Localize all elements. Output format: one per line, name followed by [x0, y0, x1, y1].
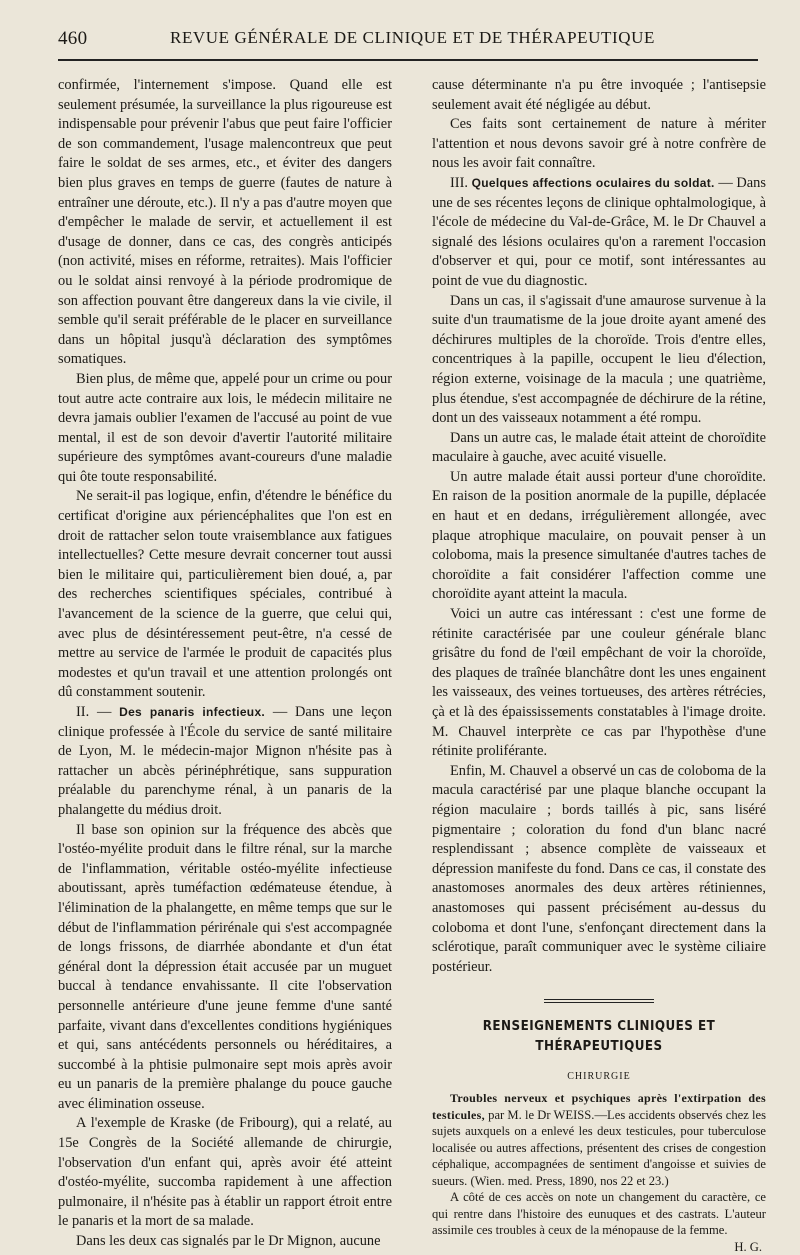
paragraph: cause déterminante n'a pu être invoquée ; l'antisepsie seulement avait été négligée au début. — [432, 77, 766, 113]
signature: H. G. — [734, 1239, 762, 1254]
section-divider — [544, 999, 654, 1003]
paragraph: Bien plus, de même que, appelé pour un crime ou pour tout autre acte contraire aux lois, le médecin militaire ne devra jamais oublier l'examen de l'accusé au point de vue mental, il est de son devoir d'avertir l'autorité militaire supérieure des symptômes avant-coureurs d'une maladie qui ôte toute responsabilité. — [58, 370, 392, 485]
section-paragraph — [432, 174, 766, 292]
right-column — [432, 76, 766, 1255]
paragraph: Voici un autre cas intéressant : c'est une forme de rétinite caractérisée par une couleur générale blanc grisâtre du fond de l'œil empêchant de voir la choroïde, des plaques de traînée blanchâtre dont les unes engainent les vaisseaux, des veines tortueuses, des artères rétrécies, çà et là des épaississements constatables à l'image droite. M. Chauvel interprète ce cas par l'hypothèse d'une rétinite proliférante. — [432, 606, 766, 760]
section-heading: Quelques affections oculaires du soldat. — [471, 175, 715, 190]
paragraph: Dans un autre cas, le malade était atteint de choroïdite maculaire à gauche, avec acuité visuelle. — [432, 429, 766, 466]
paragraph: Il base son opinion sur la fréquence des abcès que l'ostéo-myélite produit dans le filtre rénal, sur la marche de l'inflammation, véritable ostéo-myélite infectieuse aboutissant, après tuméfaction œdémateuse étendue, à l'élimination de la phalangette, en même temps que sur le début de l'inflammation périrénale qui s'est accompagnée de longs frissons, de diarrhée abondante et d'un état général dont la dépression était accusée par un muguet buccal à tendance envahissante. Il cite l'observation personnelle antérieure d'une jeune femme d'une santé parfaite, vivant dans d'excellentes conditions hygiéniques et qui, sans antécédents personnels ou héréditaires, a succombé à la phtisie pulmonaire sept mois après avoir eu un panaris de la première phalange du pouce gauche avec élimination osseuse. — [58, 821, 392, 1112]
paragraph: Dans les deux cas signalés par le Dr Mignon, aucune — [76, 1233, 381, 1250]
paragraph: Ne serait-il pas logique, enfin, d'étendre le bénéfice du certificat d'origine aux périencéphalites que l'on est en droit de rattacher selon toute vraisemblance aux fatigues intellectuelles? Cette mesure devrait concerner tout aussi bien le militaire qui, particulièrement bien doué, a, par des recherches scientifiques spéciales, contribué à l'avancement de la science de la guerre, que celui qui, avec plus de désintéressement peut-être, n'a cessé de mettre au service de l'armée le produit de capacités plus modestes et qu'un travail et une attention prolongés ont dû constamment soutenir. — [58, 488, 392, 701]
section-heading: Des panaris infectieux. — [119, 705, 266, 719]
subsection-title: CHIRURGIE — [567, 1070, 631, 1082]
paragraph: Ces faits sont certainement de nature à mériter l'attention et nous devons savoir gré à notre confrère de nous les avoir fait connaître. — [432, 116, 766, 172]
paragraph: Dans un cas, il s'agissait d'une amaurose survenue à la suite d'un traumatisme de la joue droite ayant amené des déchirures multiples de la choroïde. Trois d'entre elles, concentriques à la papille, occupent le lieu d'élection, région externe, voisinage de la macula ; une quatrième, plus étendue, s'est accompagnée de déchirure de la rétine, dont un des vaisseaux notamment a été rompu. — [432, 292, 766, 427]
section-number: II. — — [76, 704, 112, 720]
paragraph: A l'exemple de Kraske (de Fribourg), qui a relaté, au 15e Congrès de la Société allemande de chirurgie, l'observation d'un enfant qui, après avoir été atteint d'ostéo-myélite, succomba rapidement à une affection pulmonaire, il n'hésite pas à établir un rapport étroit entre le panaris et la mort de sa malade. — [58, 1115, 392, 1230]
paragraph: Enfin, M. Chauvel a observé un cas de coloboma de la macula caractérisé par une plaque blanche occupant la région maculaire ; bords taillés à pic, sans liséré pigmentaire ; coloration du fond d'un blanc nacré resplendissant ; absence complète de vaisseaux et dépression manifeste du fond. Dans ce cas, il constate des anastomoses anormales des deux artères rétiniennes, anastomoses qui passent précisément au-dessus du coloboma et dont l'une, s'enfonçant directement dans la sclérotique, paraît communiquer avec le système ciliaire postérieur. — [432, 762, 766, 975]
section-text: — Dans une leçon clinique professée à l'École du service de santé militaire de Lyon, M. le médecin-major Mignon n'hésite pas à rattacher un abcès périnéphrétique, sans suppuration préalable du parenchyme rénal, à un panaris de la phalangette du médius droit. — [58, 704, 392, 818]
page-header — [58, 26, 758, 56]
running-title: REVUE GÉNÉRALE DE CLINIQUE ET DE THÉRAPEUTIQUE — [170, 28, 655, 47]
section-paragraph — [58, 703, 392, 821]
rubric-title: RENSEIGNEMENTS CLINIQUES ET THÉRAPEUTIQUES — [482, 1019, 716, 1054]
left-column — [58, 76, 392, 1252]
article-text: —Les accidents observés chez les sujets auxquels on a enlevé les deux testicules, pour tuberculose localisée ou autres affections, présentent des crises de congestion céphalique, accompagnées de sentiment d'angoisse et suivies de sueurs. (Wien. med. Press, 1890, nos 22 et 23.) — [432, 1107, 766, 1188]
paragraph: confirmée, l'internement s'impose. Quand elle est seulement présumée, la surveillance la plus rigoureuse est indispensable pour prévenir l'abus que peut faire l'officier de son commandement, l'usage malencontreux que peut faire le soldat de ses armes, etc., et éviter des dangers bien plus graves en temps de guerre (fautes de nature à entraîner une déroute, etc.). Il n'y a pas d'autre moyen que d'empêcher le malade de servir, et actuellement il est d'usage de donner, dans ce cas, des congrès anticipés (non activité, mises en réforme, retraites). Mais l'officier ou le soldat ainsi renvoyé à la période prodromique de son affection pouvant être dangereux dans la vie civile, il semble qu'il serait préférable de le placer en surveillance dans un hôpital jusqu'à déclaration des symptômes somatiques. — [58, 77, 392, 368]
article-author: par M. le Dr WEISS. — [488, 1107, 595, 1122]
article-title: Troubles nerveux et psychiques après l'extirpation des testicules, — [432, 1091, 766, 1122]
section-text: — Dans une de ses récentes leçons de clinique ophtalmologique, à l'école de médecine du Val-de-Grâce, M. le Dr Chauvel a signalé des lésions oculaires qu'on a rarement l'occasion d'observer et qui, pour ce motif, sont intéressantes au point de vue du diagnostic. — [432, 174, 766, 289]
page-number: 460 — [58, 28, 88, 49]
section-number: III. — [450, 174, 468, 191]
header-rule — [58, 59, 758, 61]
article-paragraph: A côté de ces accès on note un changement du caractère, ce qui rentre dans l'histoire des eunuques et des castrats. L'auteur assimile ces troubles à ceux de la ménopause de la femme. — [432, 1190, 766, 1238]
paragraph: Un autre malade était aussi porteur d'une choroïdite. En raison de la position anormale de la pupille, déplacée en haut et en dedans, irrégulièrement allongée, avec plaque atrophique maculaire, on pouvait penser à un coloboma, mais la presence simultanée d'autres taches de choroïdite a fait considérer l'affection comme une choroïdite ayant atteint la macula. — [432, 468, 766, 603]
article — [432, 1090, 766, 1255]
article-paragraph — [432, 1090, 766, 1189]
